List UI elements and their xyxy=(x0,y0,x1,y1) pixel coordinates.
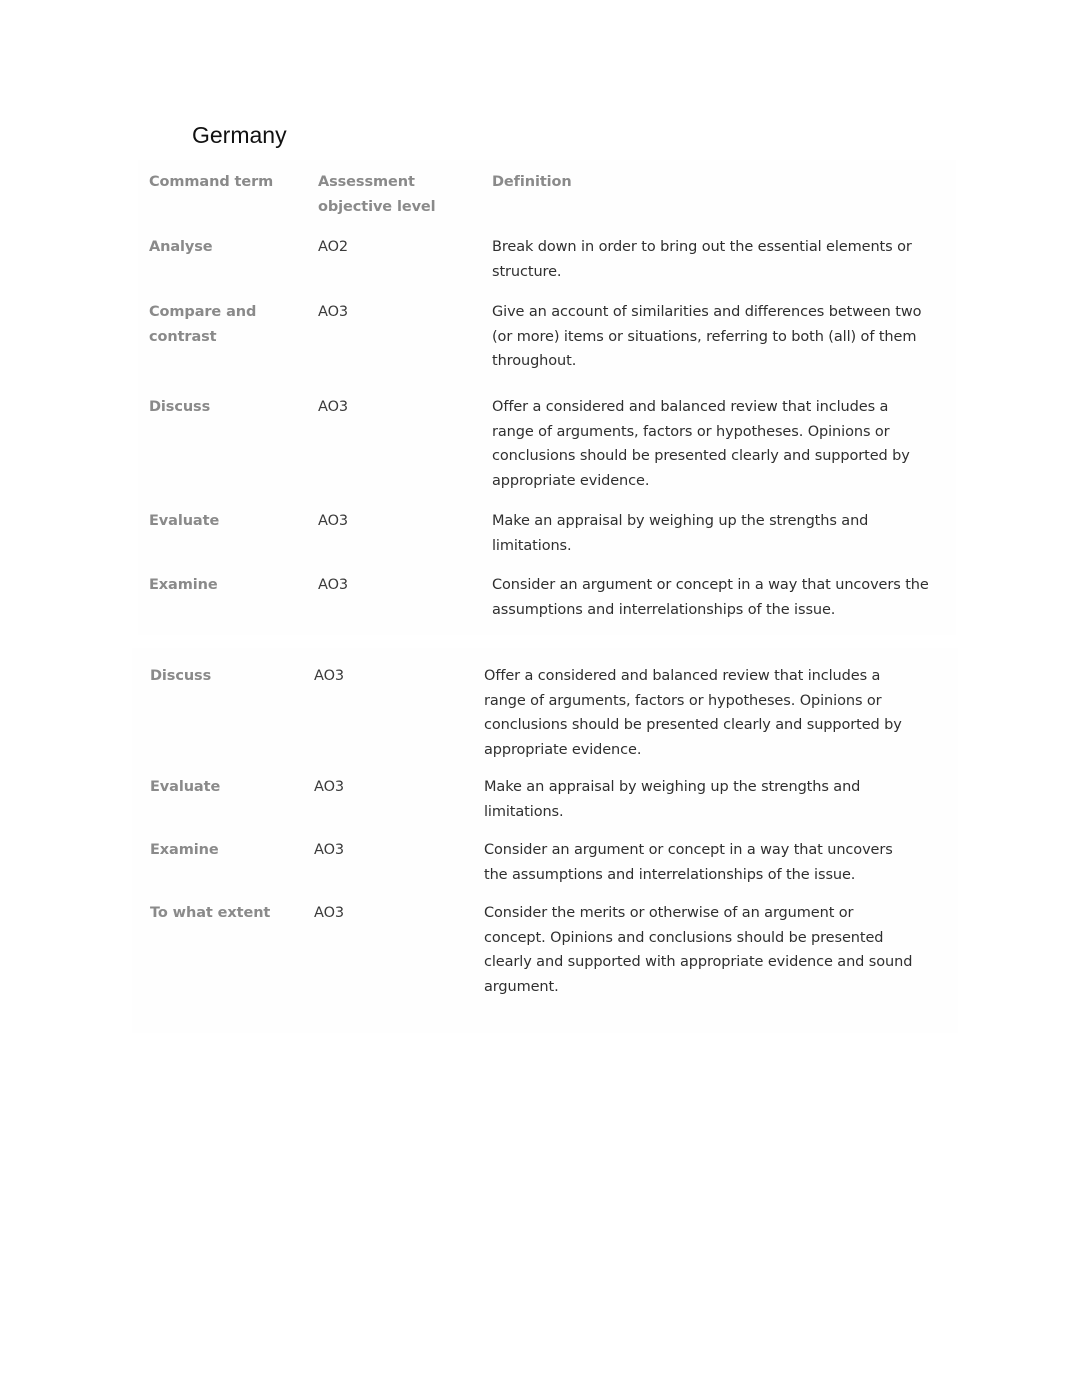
term-definition: Offer a considered and balanced review that includes a range of arguments, factors or hypotheses. Opinions or conclusions should be presented clearly and supported by appropriate evidence. xyxy=(484,668,902,758)
command-term: Evaluate xyxy=(149,513,220,529)
objective-level: AO3 xyxy=(318,399,349,415)
objective-level: AO3 xyxy=(318,304,349,320)
objective-level: AO2 xyxy=(318,239,349,255)
objective-level: AO3 xyxy=(318,577,349,593)
term-definition: Consider the merits or otherwise of an argument or concept. Opinions and conclusions should be presented clearly and supported with appropriate evidence and sound argument. xyxy=(484,905,913,995)
term-definition: Consider an argument or concept in a way that uncovers the assumptions and interrelationships of the issue. xyxy=(484,842,893,883)
command-terms-table xyxy=(138,160,956,635)
command-term: Evaluate xyxy=(150,779,221,795)
term-definition: Make an appraisal by weighing up the strengths and limitations. xyxy=(492,513,869,554)
command-term: Discuss xyxy=(150,668,212,684)
objective-level: AO3 xyxy=(314,842,345,858)
command-term: Analyse xyxy=(149,239,213,255)
command-term: Examine xyxy=(149,577,218,593)
command-terms-table-continued xyxy=(132,648,958,1033)
term-definition: Give an account of similarities and differences between two (or more) items or situations, referring to both (all) of them throughout. xyxy=(492,304,922,369)
command-term: To what extent xyxy=(150,905,271,921)
page-title: Germany xyxy=(192,122,287,148)
command-term: Examine xyxy=(150,842,219,858)
command-term: Compare and contrast xyxy=(149,304,257,345)
objective-level: AO3 xyxy=(318,513,349,529)
header-definition: Definition xyxy=(492,174,572,190)
term-definition: Consider an argument or concept in a way that uncovers the assumptions and interrelationships of the issue. xyxy=(492,577,929,618)
header-assessment-objective-level: Assessment objective level xyxy=(318,174,436,215)
command-term: Discuss xyxy=(149,399,211,415)
objective-level: AO3 xyxy=(314,905,345,921)
term-definition: Offer a considered and balanced review that includes a range of arguments, factors or hypotheses. Opinions or conclusions should be presented clearly and supported by appropriate evidence. xyxy=(492,399,910,489)
term-definition: Break down in order to bring out the essential elements or structure. xyxy=(492,239,912,280)
term-definition: Make an appraisal by weighing up the strengths and limitations. xyxy=(484,779,861,820)
objective-level: AO3 xyxy=(314,668,345,684)
objective-level: AO3 xyxy=(314,779,345,795)
header-command-term: Command term xyxy=(149,174,274,190)
